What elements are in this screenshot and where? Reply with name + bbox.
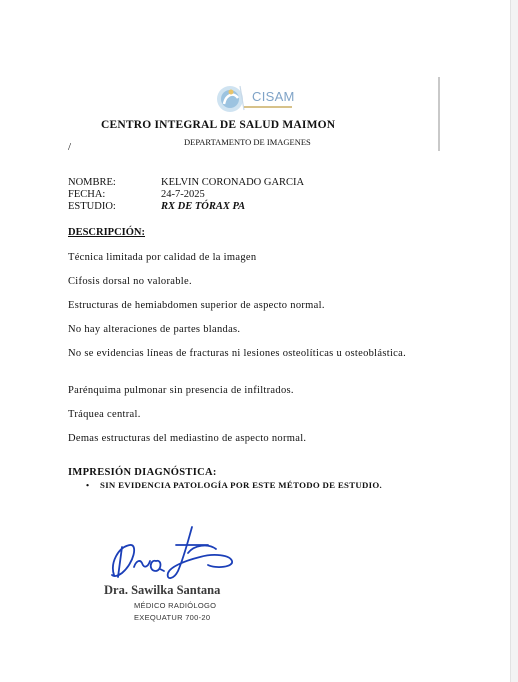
text-cursor-mark: / [68,141,72,153]
exam-date-value: 24-7-2025 [161,189,205,200]
finding-line: Cifosis dorsal no valorable. [68,276,192,287]
logo-underline [244,106,292,108]
cisam-logo [214,82,294,116]
handwritten-signature [104,523,254,585]
finding-line: No hay alteraciones de partes blandas. [68,324,241,335]
description-heading: DESCRIPCIÓN: [68,227,146,238]
exam-date-label: FECHA: [68,189,106,200]
finding-line: Demas estructuras del mediastino de aspecto normal. [68,433,307,444]
impression-list [86,480,382,490]
finding-line: No se evidencias líneas de fracturas ni lesiones osteolíticas u osteoblástica. [68,348,407,359]
patient-name-value: KELVIN CORONADO GARCIA [161,177,305,188]
signature-hidden-text: Dra. Santana [104,523,110,524]
finding-line: Estructuras de hemiabdomen superior de aspecto normal. [68,300,325,311]
impression-item [86,480,382,490]
logo-emblem-icon [214,82,250,116]
study-label: ESTUDIO: [68,201,116,212]
logo-text: CISAM [252,89,295,104]
finding-line: Tráquea central. [68,409,141,420]
signer-role: MÉDICO RADIÓLOGO [134,601,217,610]
study-value: RX DE TÓRAX PA [161,201,246,212]
department-subtitle: DEPARTAMENTO DE IMAGENES [184,137,311,147]
impression-item-text: SIN EVIDENCIA PATOLOGÍA POR ESTE MÉTODO DE ESTUDIO. [100,480,383,490]
finding-line: Parénquima pulmonar sin presencia de infiltrados. [68,385,294,396]
page-margin-line [438,77,440,151]
patient-name-label: NOMBRE: [68,177,116,188]
bullet-icon: • [86,480,90,490]
signer-name: Dra. Sawilka Santana [104,583,221,597]
impression-heading: IMPRESIÓN DIAGNÓSTICA: [68,467,217,478]
institution-title: CENTRO INTEGRAL DE SALUD MAIMON [101,119,336,131]
signer-license: EXEQUATUR 700-20 [134,613,211,622]
scrollbar-track[interactable] [510,0,518,682]
finding-line: Técnica limitada por calidad de la imagen [68,252,257,263]
